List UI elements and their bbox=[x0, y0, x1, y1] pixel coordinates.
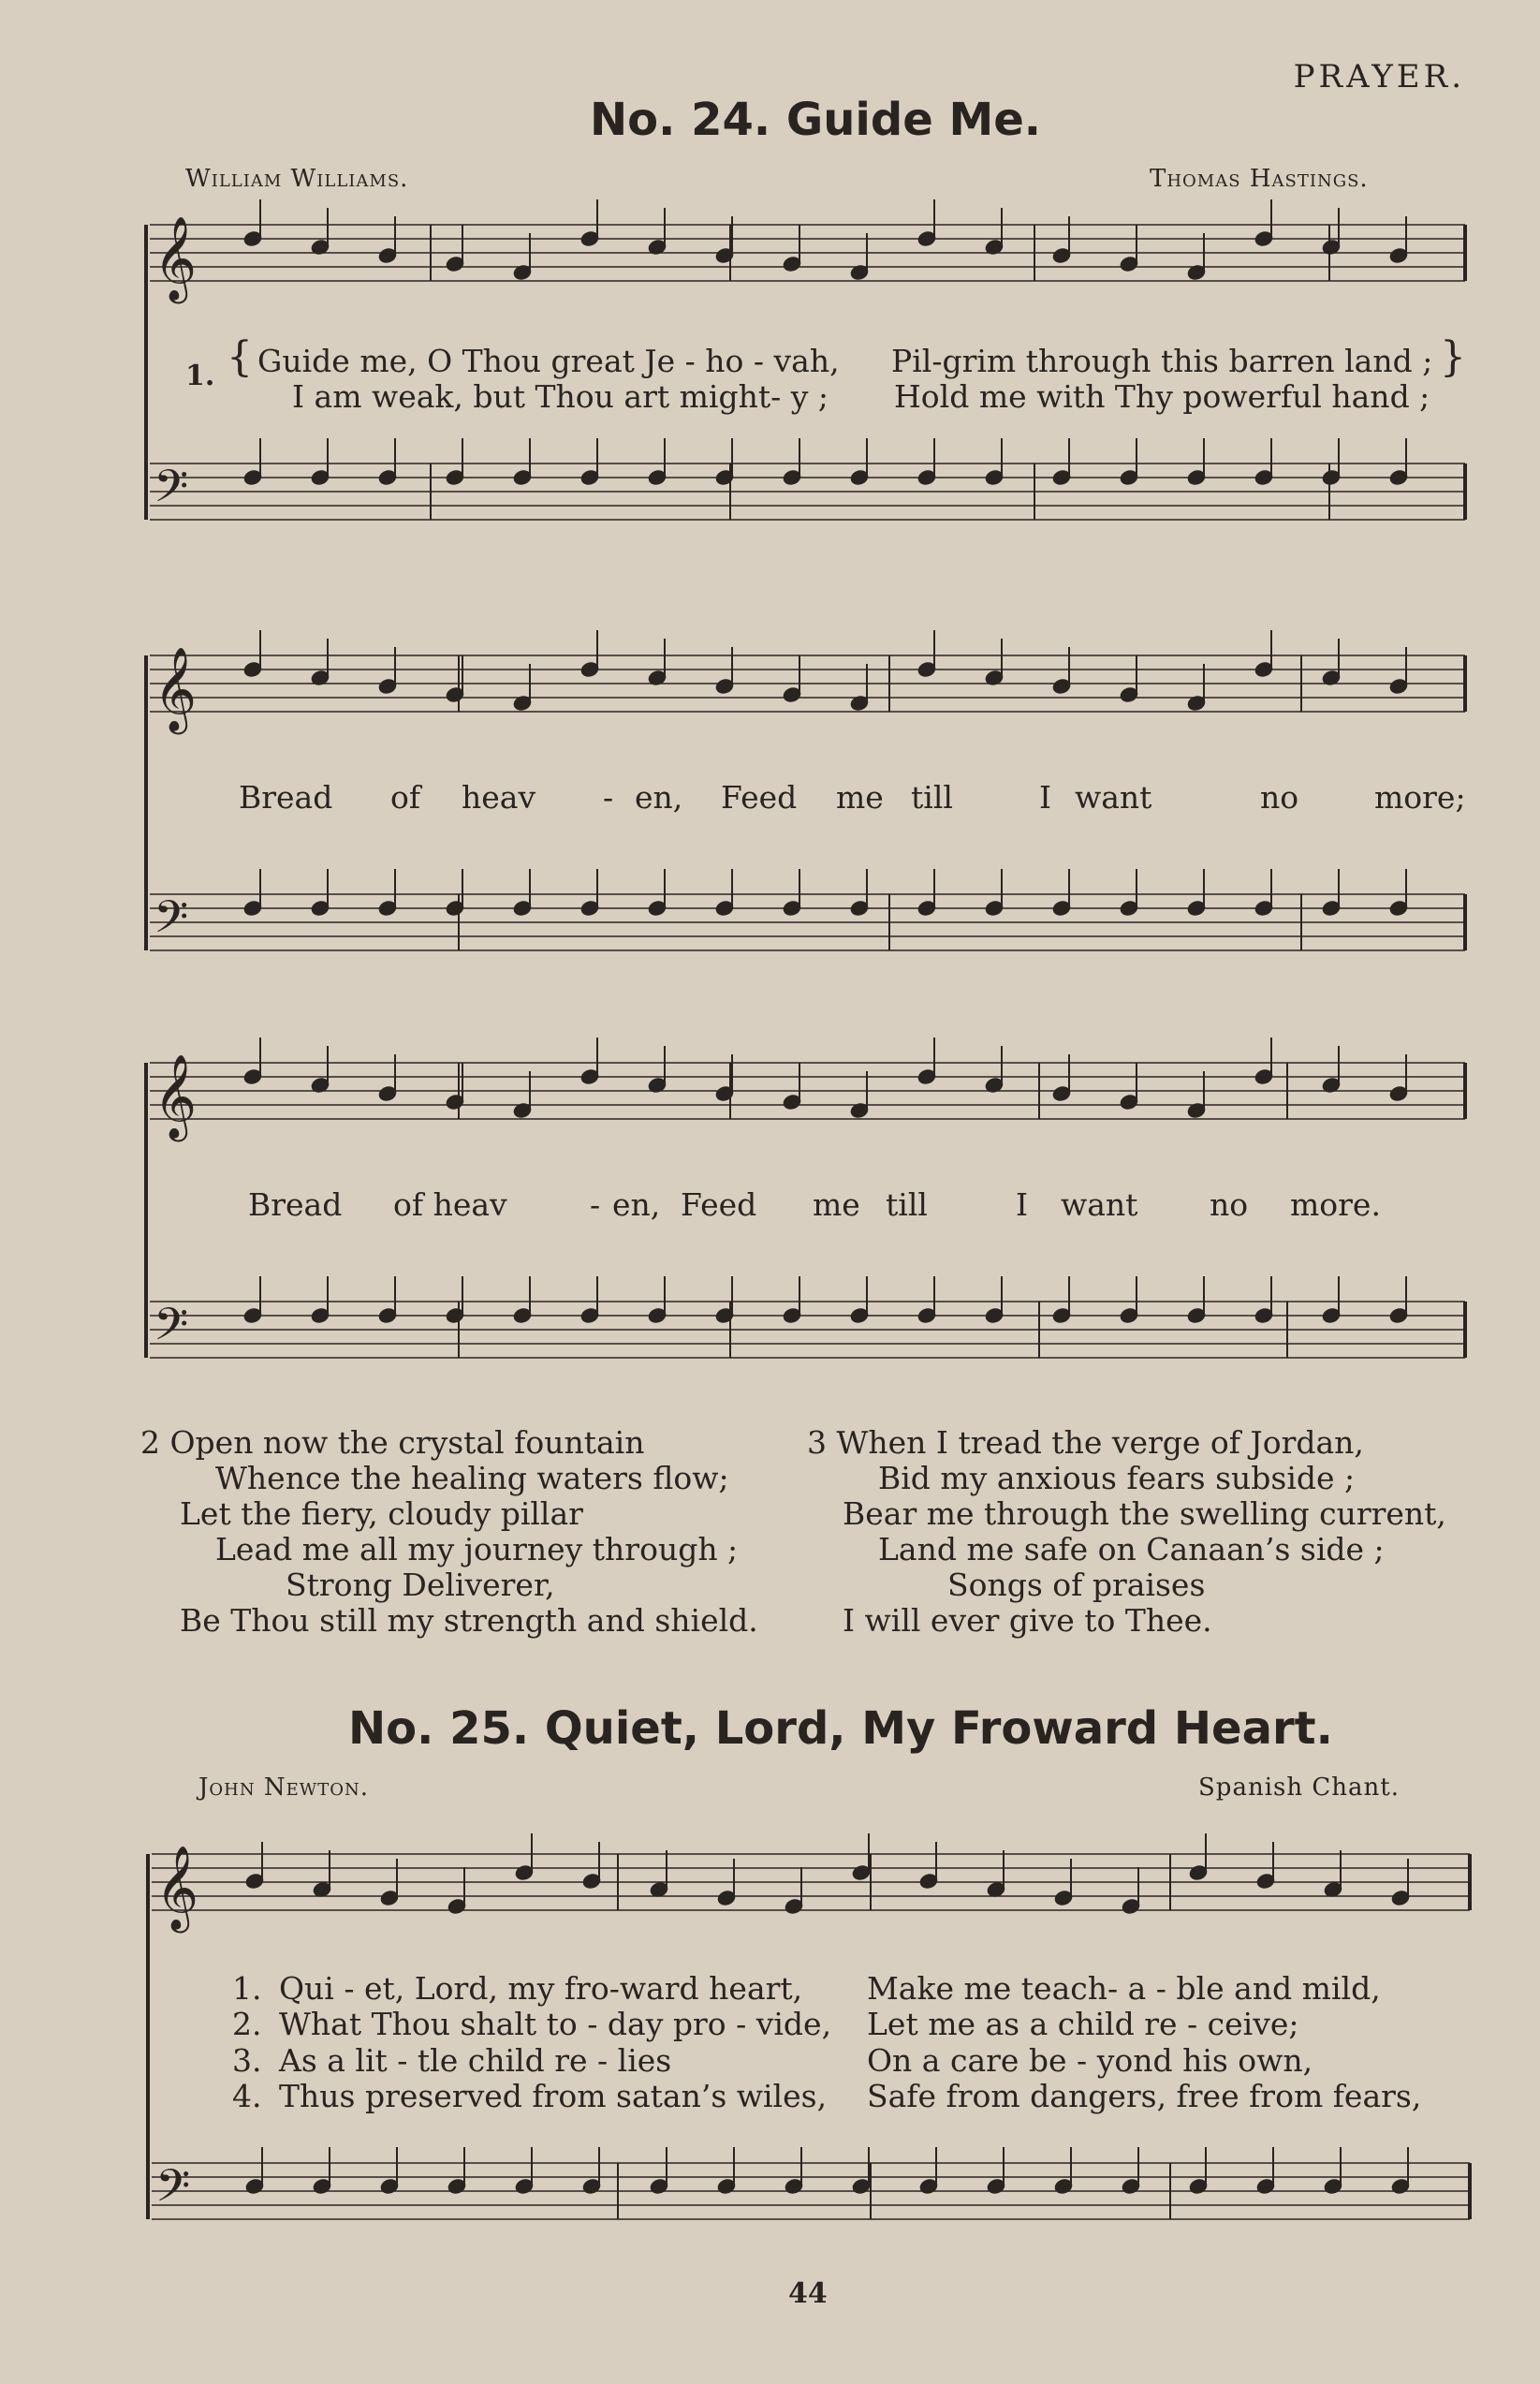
lyric-word: of heav bbox=[393, 1186, 507, 1223]
clef-symbol: 𝄞 bbox=[154, 1054, 198, 1139]
verse-line: Land me safe on Canaan’s side ; bbox=[878, 1531, 1385, 1567]
hymn-24-line1a: Guide me, O Thou great Je - ho - vah, bbox=[257, 343, 840, 379]
lyric-word: me bbox=[813, 1186, 860, 1223]
lyric-word: en, bbox=[612, 1186, 661, 1223]
clef-symbol: 𝄞 bbox=[154, 647, 198, 731]
verse-line: Bear me through the swelling current, bbox=[843, 1495, 1446, 1532]
section-label: PRAYER. bbox=[1293, 58, 1465, 96]
lyric-word: heav bbox=[462, 779, 536, 816]
lyric-word: till bbox=[886, 1186, 928, 1223]
verse-number: 3. bbox=[232, 2042, 262, 2079]
verse-text-second-half: On a care be - yond his own, bbox=[867, 2042, 1313, 2079]
lyric-word: more; bbox=[1374, 779, 1466, 816]
hymn-24-verse-2 bbox=[140, 1425, 758, 1639]
hymn-24-line1b: Pil-grim through this barren land ; bbox=[891, 343, 1433, 379]
verse-text-first-half: What Thou shalt to - day pro - vide, bbox=[279, 2006, 832, 2042]
hymn-25-author: John Newton. bbox=[198, 1773, 370, 1802]
verse-text-first-half: Thus preserved from satan’s wiles, bbox=[279, 2078, 828, 2114]
clef-symbol: 𝄢 bbox=[155, 2159, 191, 2223]
lyric-word: till bbox=[911, 779, 953, 816]
verse-line: Be Thou still my strength and shield. bbox=[180, 1602, 758, 1639]
verse-text-second-half: Make me teach- a - ble and mild, bbox=[867, 1970, 1381, 2007]
page-number: 44 bbox=[788, 2277, 828, 2310]
verse-line: I will ever give to Thee. bbox=[843, 1602, 1212, 1639]
lyric-word: Bread bbox=[239, 779, 333, 816]
brace-left: { bbox=[227, 333, 253, 381]
verse-line: Lead me all my journey through ; bbox=[215, 1531, 739, 1567]
hymn-24-author: William Williams. bbox=[185, 165, 409, 193]
verse-number: 1. bbox=[232, 1970, 262, 2007]
lyric-word: Feed bbox=[681, 1186, 757, 1223]
hymn-24-composer: Thomas Hastings. bbox=[1150, 165, 1369, 193]
lyric-word: I bbox=[1016, 1186, 1029, 1223]
verse-line: Strong Deliverer, bbox=[286, 1567, 555, 1603]
verse-text-second-half: Safe from dangers, free from fears, bbox=[867, 2078, 1422, 2114]
lyric-word: want bbox=[1075, 779, 1152, 816]
clef-symbol: 𝄢 bbox=[154, 460, 189, 523]
verse-line: 3 When I tread the verge of Jordan, bbox=[807, 1424, 1364, 1461]
hymn-24-title: No. 24. Guide Me. bbox=[590, 94, 1042, 146]
lyric-word: of bbox=[390, 779, 421, 816]
lyric-word: me bbox=[836, 779, 884, 816]
lyric-word: - bbox=[603, 779, 614, 816]
lyric-word: no bbox=[1260, 779, 1299, 816]
hymn-25-title: No. 25. Quiet, Lord, My Froward Heart. bbox=[348, 1702, 1333, 1755]
hymn-24-line2b: Hold me with Thy powerful hand ; bbox=[894, 378, 1430, 415]
verse-line: Bid my anxious fears subside ; bbox=[878, 1460, 1356, 1496]
lyric-word: no bbox=[1210, 1186, 1249, 1223]
verse-number: 4. bbox=[232, 2078, 262, 2114]
clef-symbol: 𝄢 bbox=[154, 890, 189, 954]
verse-number: 2. bbox=[232, 2006, 262, 2042]
clef-symbol: 𝄞 bbox=[154, 216, 198, 301]
lyric-word: Bread bbox=[248, 1186, 343, 1223]
lyric-word: want bbox=[1061, 1186, 1138, 1223]
clef-symbol: 𝄢 bbox=[154, 1298, 189, 1361]
verse-line: Let the fiery, cloudy pillar bbox=[180, 1495, 583, 1532]
lyric-word: more. bbox=[1290, 1186, 1381, 1223]
verse-line: Whence the healing waters flow; bbox=[215, 1460, 729, 1496]
verse-text-second-half: Let me as a child re - ceive; bbox=[867, 2006, 1299, 2042]
lyric-word: en, bbox=[635, 779, 683, 816]
verse-line: 2 Open now the crystal fountain bbox=[140, 1424, 645, 1461]
clef-symbol: 𝄞 bbox=[155, 1846, 199, 1930]
hymn-24-line2a: I am weak, but Thou art might- y ; bbox=[292, 378, 829, 415]
verse-text-first-half: As a lit - tle child re - lies bbox=[279, 2042, 672, 2079]
lyric-word: I bbox=[1039, 779, 1052, 816]
hymn-25-composer: Spanish Chant. bbox=[1198, 1773, 1400, 1802]
hymn-24-verse-3 bbox=[807, 1425, 1446, 1639]
hymn-24-verse-number: 1. bbox=[185, 360, 215, 392]
brace-right: } bbox=[1440, 333, 1466, 381]
verse-line: Songs of praises bbox=[947, 1567, 1206, 1603]
lyric-word: - bbox=[590, 1186, 601, 1223]
verse-text-first-half: Qui - et, Lord, my fro-ward heart, bbox=[279, 1970, 803, 2007]
lyric-word: Feed bbox=[721, 779, 798, 816]
